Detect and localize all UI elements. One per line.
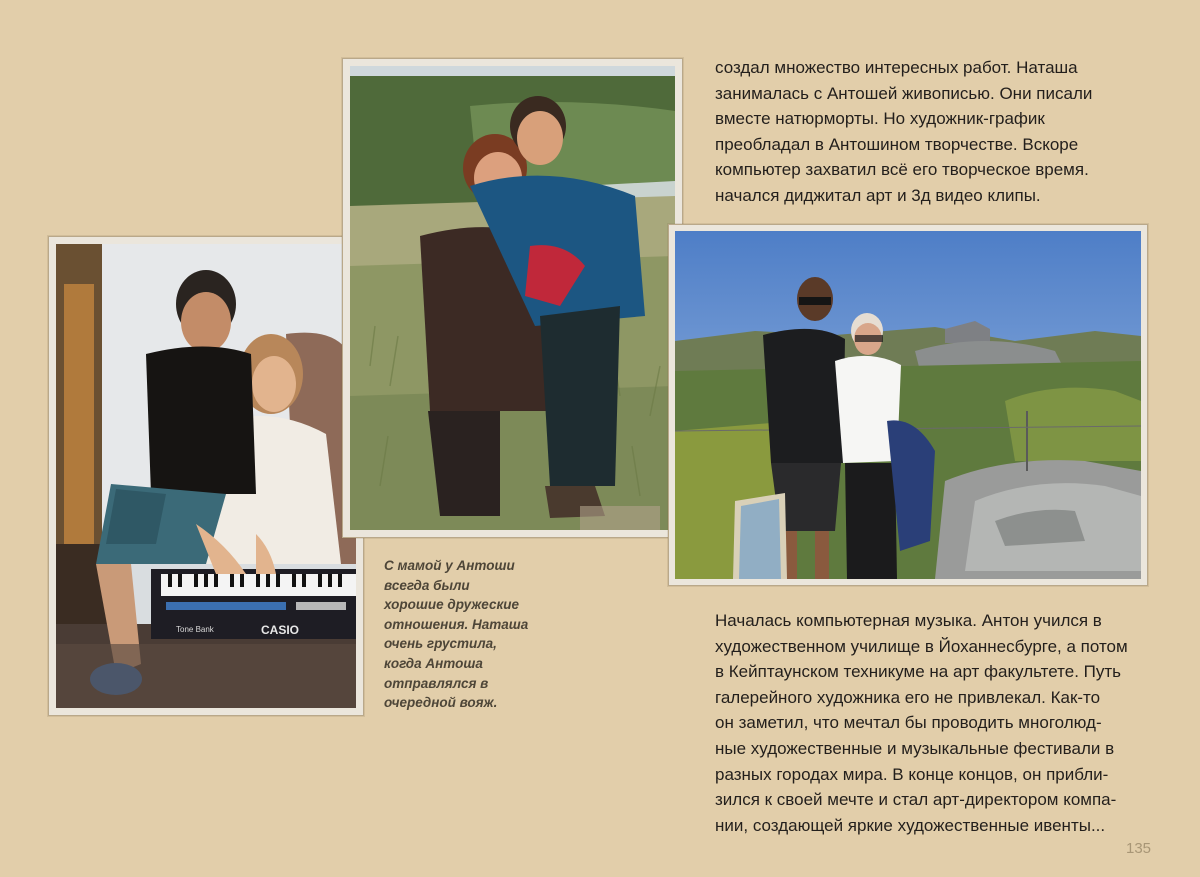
photo-image-hillside (350, 66, 675, 530)
top-paragraph (715, 55, 1092, 209)
paragraph-line: галерейного художника его не привлекал. Как-то (715, 687, 1101, 707)
keyboard-model-text: Tone Bank (176, 625, 214, 634)
paragraph-line: Началась компьютерная музыка. Антон учился в (715, 611, 1102, 630)
keyboard-brand-text: CASIO (261, 623, 300, 637)
paragraph-line: занималась с Антошей живописью. Они писали (715, 83, 1093, 103)
paragraph-line: нии, создающей яркие художественные ивенты... (715, 815, 1106, 835)
paragraph-line: создал множество интересных работ. Наташа (715, 58, 1078, 77)
page-number: 135 (1126, 840, 1152, 857)
paragraph-line: преобладал в Антошином творчестве. Вскоре (715, 134, 1079, 154)
caption-line: когда Антоша (384, 655, 483, 671)
caption-line: С мамой у Антоши (384, 558, 515, 573)
caption-line: очень грустила, (384, 636, 497, 652)
paragraph-line: художественном училище в Йоханнесбурге, а потом (715, 636, 1128, 656)
caption-line: отношения. Наташа (384, 616, 529, 632)
bottom-paragraph (715, 608, 1128, 838)
paragraph-line: компьютер захватил всё его творческое время. (715, 160, 1089, 180)
photo-image-keyboard (56, 244, 356, 708)
paragraph-line: вместе натюрморты. Но художник-график (715, 109, 1045, 129)
photo-adult-son-and-mother-on-mountain (668, 224, 1148, 586)
photo-boy-and-mother-at-keyboard (48, 236, 364, 716)
paragraph-line: он заметил, что мечтал бы проводить многолюд- (715, 713, 1102, 733)
paragraph-line: начался диджитал арт и 3д видео клипы. (715, 185, 1041, 205)
caption-line: отправлялся в (384, 675, 489, 691)
caption-line: хорошие дружеские (384, 597, 520, 613)
photo-mother-and-son-on-hillside (342, 58, 683, 538)
paragraph-line: зился к своей мечте и стал арт-директором компа- (715, 790, 1117, 810)
paragraph-line: ные художественные и музыкальные фестивали в (715, 738, 1115, 758)
paragraph-line: в Кейптаунском техникуме на арт факультете. Путь (715, 662, 1122, 682)
photo-image-mountain (675, 231, 1141, 579)
photo-caption (384, 556, 528, 713)
paragraph-line: разных городах мира. В конце концов, он прибли- (715, 764, 1109, 784)
caption-line: очередной вояж. (384, 695, 498, 711)
caption-line: всегда были (384, 577, 470, 593)
